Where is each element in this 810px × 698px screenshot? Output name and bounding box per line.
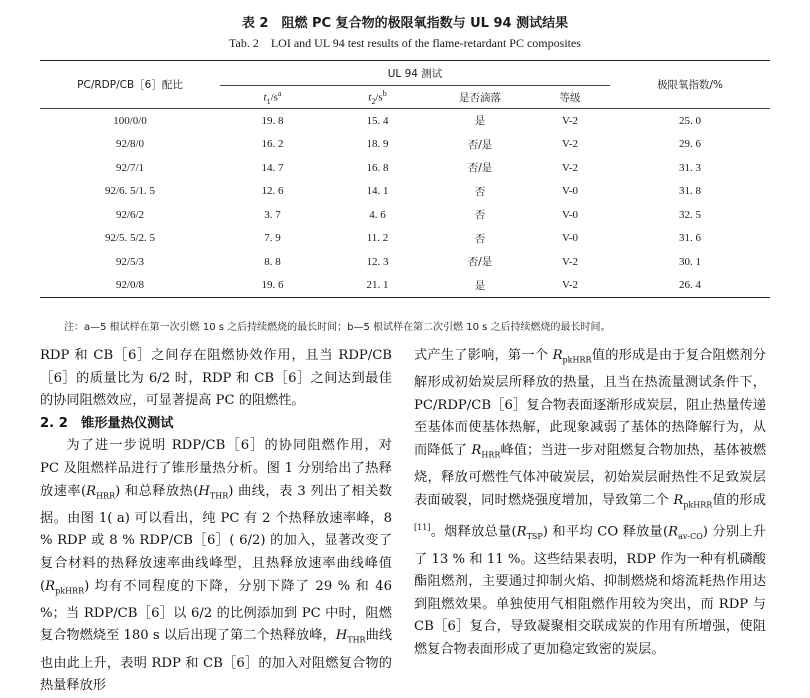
- cell-t1: 7. 9: [264, 232, 281, 245]
- cell-t1: 19. 8: [261, 114, 284, 127]
- cell-drip: 是: [474, 279, 486, 292]
- header-ul94: UL 94 测试: [220, 61, 610, 86]
- cell-grade: V-2: [561, 255, 579, 268]
- table-row: [40, 250, 770, 274]
- header-grade: 等级: [530, 86, 610, 109]
- section-heading: 2. 2 锥形量热仪测试: [40, 415, 174, 431]
- cell-loi: 25. 0: [679, 114, 701, 127]
- cell-ratio: 92/8/0: [115, 138, 145, 151]
- cell-grade: V-0: [561, 232, 579, 245]
- cell-drip: 否/是: [467, 162, 493, 175]
- cell-ratio: 92/6. 5/1. 5: [104, 185, 156, 198]
- cell-ratio: 92/5. 5/2. 5: [104, 232, 156, 245]
- table-row: [40, 109, 770, 133]
- cell-ratio: 92/6/2: [115, 208, 145, 221]
- cell-ratio: 92/5/3: [115, 255, 145, 268]
- cell-drip: 是: [474, 115, 486, 128]
- results-table: [40, 60, 770, 298]
- cell-t2: 16. 8: [366, 161, 389, 174]
- cell-loi: 32. 5: [679, 208, 701, 221]
- cell-t2: 15. 4: [366, 114, 389, 127]
- cell-grade: V-2: [561, 138, 579, 151]
- cell-grade: V-2: [561, 279, 579, 292]
- header-t2: $t_2/s^b$: [325, 86, 430, 109]
- cell-t2: 21. 1: [366, 279, 389, 292]
- table-row: [40, 227, 770, 251]
- cell-grade: V-2: [561, 161, 579, 174]
- header-ratio: PC/RDP/CB［6］配比: [40, 61, 220, 109]
- cell-drip: 否/是: [467, 256, 493, 269]
- cell-t1: 3. 7: [264, 208, 281, 221]
- cell-loi: 30. 1: [679, 255, 701, 268]
- cell-t1: 14. 7: [261, 161, 284, 174]
- cell-t2: 18. 9: [366, 138, 389, 151]
- paragraph-continued: 式产生了影响，第一个 $R_{pkHRR}$值的形成是由于复合阻燃剂分解形成初始炭层所释放的热量，且当在热流量测试条件下，PC/RDP/CB［6］复合物表面逐渐形成炭层，阻止热量传递至基体而使基体热解，此现象减弱了基体的热降解行为，从而降低了 $R_{HRR}$峰值；当进一步对阻燃复合物加热，基体被燃烧，释放可燃性气体冲破炭层，初始炭层耐热性不足致炭层表面破裂，同时燃烧强度增加，导致第二个 $R_{pkHRR}$值的形成[11]。烟释放总量$(R_{TSP})$ 和平均 CO 释放量$(R_{av-CO})$ 分别上升了 13 % 和 11 %。这些结果表明，RDP 作为一种有机磷酸酯阻燃剂，主要通过抑制火焰、抑制燃烧和熔流耗热作用达到阻燃效果。单独使用气相阻燃作用较为突出，而 RDP 与 CB［6］复合，导致凝聚相交联成炭的作用有所增强，使阻燃复合物表面形成了更加稳定致密的炭层。: [414, 348, 767, 658]
- cell-loi: 29. 6: [679, 138, 701, 151]
- citation-ref: [11]: [414, 523, 431, 533]
- header-loi: 极限氧指数/%: [610, 61, 770, 109]
- left-column: [40, 345, 392, 698]
- cell-drip: 否/是: [467, 138, 493, 151]
- right-column: [414, 345, 766, 662]
- table-row: [40, 156, 770, 180]
- cell-t1: 8. 8: [264, 255, 281, 268]
- cell-grade: V-0: [561, 208, 579, 221]
- table-row: [40, 180, 770, 204]
- cell-grade: V-2: [561, 114, 579, 127]
- cell-grade: V-0: [561, 185, 579, 198]
- cell-t1: 12. 6: [261, 185, 284, 198]
- paragraph-cone-calorimeter: 为了进一步说明 RDP/CB［6］的协同阻燃作用，对 PC 及阻燃样品进行了锥形量热分析。图 1 分别给出了热释放速率$(R_{HRR})$ 和总释放热$(H_{THR})$ 曲线，表 3 列出了相关数据。由图 1( a) 可以看出，纯 PC 有 2 个热释放速率峰，8 % RDP 或 8 % RDP/CB［6］( 6/2) 的加入，显著改变了复合材料的热释放速率曲线峰型，且热释放速率曲线峰值$(R_{pkHRR})$ 均有不同程度的下降，分别下降了 29 % 和 46 %；当 RDP/CB［6］以 6/2 的比例添加到 PC 中时，阻燃复合物燃烧至 180 s 以后出现了第二个热释放峰，$H_{THR}$曲线也由此上升，表明 RDP 和 CB［6］的加入对阻燃复合物的热量释放形: [40, 438, 393, 694]
- cell-t1: 19. 6: [261, 279, 284, 292]
- table-row: [40, 274, 770, 298]
- table-row: [40, 203, 770, 227]
- paragraph-conclusion: RDP 和 CB［6］之间存在阻燃协效作用，且当 RDP/CB［6］的质量比为 6/2 时，RDP 和 CB［6］之间达到最佳的协同阻燃效应，可显著提高 PC 的阻燃性。: [40, 348, 392, 409]
- table-note: 注：a—5 根试样在第一次引燃 10 s 之后持续燃烧的最长时间；b—5 根试样在第二次引燃 10 s 之后持续燃烧的最长时间。: [64, 322, 611, 333]
- cell-loi: 26. 4: [679, 279, 701, 292]
- cell-t2: 14. 1: [366, 185, 389, 198]
- cell-ratio: 92/0/8: [115, 279, 145, 292]
- table-caption-en: Tab. 2 LOI and UL 94 test results of the flame-retardant PC composites: [229, 36, 581, 50]
- table-caption-zh: 表 2 阻燃 PC 复合物的极限氧指数与 UL 94 测试结果: [241, 16, 569, 31]
- header-t1: $t_1/s^a$: [220, 86, 325, 109]
- cell-t1: 16. 2: [261, 138, 284, 151]
- table-row: [40, 133, 770, 157]
- cell-loi: 31. 6: [679, 232, 701, 245]
- cell-ratio: 100/0/0: [113, 114, 147, 127]
- cell-ratio: 92/7/1: [115, 161, 145, 174]
- cell-t2: 12. 3: [366, 255, 389, 268]
- cell-loi: 31. 3: [679, 161, 701, 174]
- cell-drip: 否: [474, 232, 486, 245]
- cell-loi: 31. 8: [679, 185, 701, 198]
- cell-t2: 4. 6: [369, 208, 386, 221]
- cell-drip: 否: [474, 209, 486, 222]
- header-drip: 是否滴落: [430, 86, 530, 109]
- cell-drip: 否: [474, 185, 486, 198]
- cell-t2: 11. 2: [366, 232, 389, 245]
